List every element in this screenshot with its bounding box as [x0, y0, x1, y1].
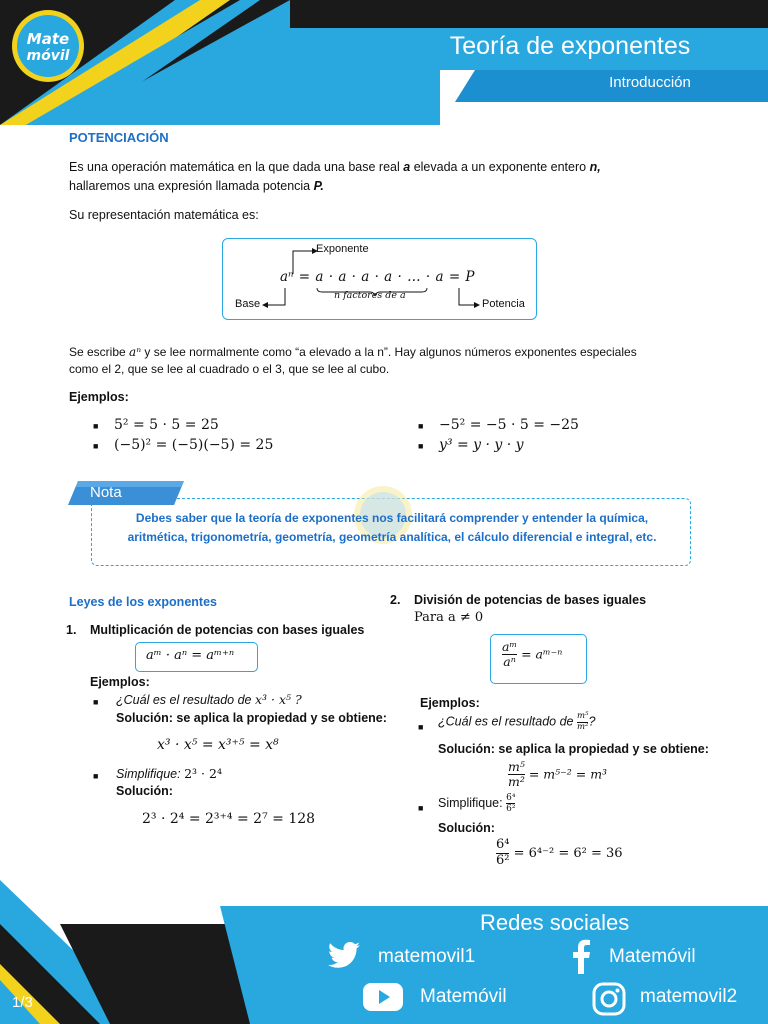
law2-num: aᵐ: [502, 639, 518, 654]
law2-q1-solution: Solución: se aplica la propiedad y se obtiene:: [438, 742, 709, 756]
bullet-icon: ■: [93, 441, 99, 451]
law2-q2-res-rhs: = 6⁴⁻² = 6² = 36: [513, 845, 623, 861]
law1-q1-text: ¿Cuál es el resultado de: [116, 693, 252, 707]
law2-formula: [502, 640, 562, 670]
instagram-icon[interactable]: [592, 982, 626, 1016]
page-number: 1/3: [12, 994, 33, 1011]
instagram-handle[interactable]: matemovil2: [640, 986, 738, 1007]
law2-q1-res-num: m⁵: [508, 759, 525, 774]
law2-q2-result: [496, 838, 623, 869]
formula-underbrace-label: n factores de a: [334, 290, 406, 301]
law1-examples-heading: Ejemplos:: [90, 675, 150, 689]
note-line-2: aritmética, trigonometría, geometría, geometría analítica, el cálculo diferencial e integral, etc.: [127, 530, 657, 544]
label-base: Base: [235, 298, 261, 310]
page-subtitle: Introducción: [609, 74, 691, 91]
law2-q1-res-den: m²: [508, 774, 525, 790]
page-title: Teoría de exponentes: [449, 32, 691, 60]
note-label: Nota: [90, 484, 122, 501]
law2-q2-text: Simplifique:: [438, 796, 503, 811]
law2-q2-fraction: [506, 793, 515, 815]
law1-q2-text: Simplifique:: [116, 767, 181, 781]
law2-q1-den: m²: [576, 721, 589, 732]
law2-q1-res-rhs: = m⁵⁻² = m³: [528, 766, 608, 782]
example-right-2: y³ = y · y · y: [439, 437, 524, 453]
example-left-2: (−5)² = (−5)(−5) = 25: [114, 437, 274, 453]
intro-paragraph: [69, 158, 709, 196]
twitter-handle[interactable]: matemovil1: [378, 946, 476, 967]
law2-condition: Para a ≠ 0: [414, 610, 484, 625]
bullet-icon: ■: [93, 421, 99, 431]
intro-text-1: Es una operación matemática en la que dada una base real: [69, 160, 400, 174]
bullet-icon: ■: [418, 421, 424, 431]
intro-var-a: a: [403, 160, 411, 174]
reading-text-2: y se lee normalmente como “a elevado a la n”. Hay algunos números exponentes especiales: [144, 345, 637, 359]
bullet-icon: ■: [418, 441, 424, 451]
note-line-1: Debes saber que la teoría de exponentes nos facilitará comprender y entender la química,: [135, 511, 649, 525]
youtube-handle[interactable]: Matemóvil: [420, 986, 507, 1007]
law2-den: aⁿ: [503, 654, 516, 670]
facebook-handle[interactable]: Matemóvil: [609, 946, 696, 967]
law1-q1-solution: Solución: se aplica la propiedad y se obtiene:: [116, 711, 387, 725]
representation-label: Su representación matemática es:: [69, 208, 259, 222]
logo-line1: Mate: [26, 30, 70, 48]
law2-rhs: = aᵐ⁻ⁿ: [521, 646, 563, 662]
bullet-icon: ■: [418, 803, 424, 813]
section-heading-potenciacion: POTENCIACIÓN: [69, 130, 169, 145]
youtube-icon[interactable]: [362, 982, 404, 1012]
reading-text-3: como el 2, que se lee al cuadrado o el 3, que se lee al cubo.: [69, 362, 390, 376]
law2-q1-num: m⁵: [576, 711, 589, 721]
example-right-1: −5² = −5 · 5 = −25: [439, 417, 579, 433]
label-potencia: Potencia: [482, 298, 525, 310]
formula-definition: aⁿ = a · a · a · a · … · a = P: [280, 269, 475, 285]
law1-formula: aᵐ · aⁿ = aᵐ⁺ⁿ: [146, 648, 235, 663]
laws-heading: Leyes de los exponentes: [69, 595, 217, 609]
law2-q1-res-fraction: [508, 760, 525, 790]
law2-q2-num: 6⁴: [506, 793, 516, 803]
law1-q1-result: x³ · x⁵ = x³⁺⁵ = x⁸: [157, 737, 279, 753]
law1-title: Multiplicación de potencias con bases iguales: [90, 623, 365, 637]
logo-line2: móvil: [26, 48, 70, 64]
twitter-icon[interactable]: [326, 940, 362, 972]
law2-q2-solution: Solución:: [438, 821, 495, 835]
law1-q2-result: 2³ · 2⁴ = 2³⁺⁴ = 2⁷ = 128: [142, 811, 316, 827]
logo: [8, 6, 88, 86]
bullet-icon: ■: [418, 722, 424, 732]
examples-heading: Ejemplos:: [69, 390, 129, 404]
law1-q2-solution: Solución:: [116, 784, 173, 798]
law2-q2-den: 6²: [506, 804, 516, 815]
law1-q1-math: x³ · x⁵ ?: [254, 692, 302, 707]
law2-q1-fraction: [577, 712, 588, 733]
law2-title: División de potencias de bases iguales: [414, 593, 647, 607]
law2-q2-res-fraction: [496, 838, 509, 869]
law2-fraction: [502, 640, 517, 670]
bullet-icon: ■: [93, 771, 99, 781]
law2-q1-end: ?: [588, 714, 596, 729]
law1-q2-math: 2³ · 2⁴: [184, 766, 222, 781]
intro-var-p: P.: [313, 179, 324, 193]
header-background: [0, 0, 768, 125]
social-heading: Redes sociales: [480, 910, 630, 935]
note-tag: [68, 481, 184, 505]
law2-q1: [438, 712, 595, 733]
facebook-icon[interactable]: [570, 938, 592, 974]
law2-q2: [438, 793, 515, 815]
reading-paragraph: [69, 344, 709, 378]
law2-q1-text: ¿Cuál es el resultado de: [438, 714, 574, 729]
label-exponente: Exponente: [316, 243, 369, 255]
law1-q1: [116, 692, 302, 707]
intro-var-n: n,: [589, 160, 601, 174]
law2-number: 2.: [390, 593, 401, 607]
note-text: [100, 509, 684, 547]
law1-q2: [116, 766, 222, 781]
example-left-1: 5² = 5 · 5 = 25: [114, 417, 219, 433]
law1-number: 1.: [66, 623, 77, 637]
bullet-icon: ■: [93, 697, 99, 707]
law2-q1-result: [508, 760, 607, 790]
reading-text-1: Se escribe: [69, 345, 126, 359]
law2-examples-heading: Ejemplos:: [420, 696, 480, 710]
intro-text-2: elevada a un exponente entero: [413, 160, 587, 174]
reading-math: aⁿ: [129, 345, 142, 359]
intro-text-3: hallaremos una expresión llamada potencia: [69, 179, 311, 193]
law2-q2-res-den: 6²: [496, 852, 510, 868]
law2-q2-res-num: 6⁴: [496, 837, 510, 852]
